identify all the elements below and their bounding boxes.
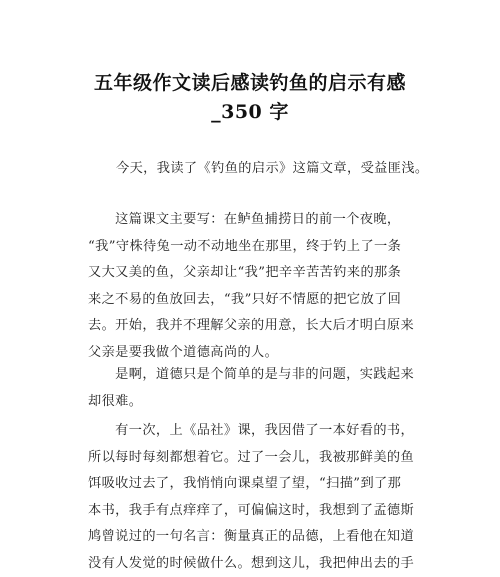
paragraph-line: 又大又美的鱼，父亲却让“我”把辛辛苦苦钓来的那条 bbox=[88, 260, 422, 287]
paragraph-line: 饵吸收过去了，我悄悄向课桌望了望，“扫描”到了那 bbox=[88, 471, 422, 498]
paragraph-line: 父亲是要我做个道德高尚的人。 bbox=[88, 340, 422, 367]
paragraph-line: 所以每时每刻都想着它。过了一会儿，我被那鲜美的鱼 bbox=[88, 445, 422, 472]
document-title-line2: _350 字 bbox=[0, 97, 500, 124]
paragraph-line: 鸠曾说过的一句名言：衡量真正的品德，上看他在知道 bbox=[88, 524, 422, 551]
intro-paragraph bbox=[116, 156, 450, 183]
paragraph-line: 去。开始，我并不理解父亲的用意，长大后才明白原来 bbox=[88, 313, 422, 340]
paragraph-line: 没有人发觉的时候做什么。想到这儿，我把伸出去的手 bbox=[88, 551, 422, 577]
paragraph-reflection bbox=[88, 362, 422, 415]
paragraph-line: 来之不易的鱼放回去，“我”只好不情愿的把它放了回 bbox=[88, 287, 422, 314]
paragraph-line: 却很难。 bbox=[88, 389, 422, 416]
paragraph-story bbox=[88, 418, 422, 577]
paragraph-line: 是啊，道德只是个简单的是与非的问题，实践起来 bbox=[88, 362, 422, 389]
paragraph-line: 这篇课文主要写：在鲈鱼捕捞日的前一个夜晚， bbox=[88, 207, 422, 234]
paragraph-line: 本书，我手有点痒痒了，可偏偏这时，我想到了孟德斯 bbox=[88, 498, 422, 525]
document-title-line1: 五年级作文读后感读钓鱼的启示有感 bbox=[0, 68, 500, 95]
paragraph-summary bbox=[88, 207, 422, 366]
paragraph-line: “我”守株待兔一动不动地坐在那里，终于钓上了一条 bbox=[88, 234, 422, 261]
paragraph-line: 有一次，上《品社》课，我因借了一本好看的书， bbox=[88, 418, 422, 445]
intro-line: 今天，我读了《钓鱼的启示》这篇文章，受益匪浅。 bbox=[116, 156, 450, 183]
